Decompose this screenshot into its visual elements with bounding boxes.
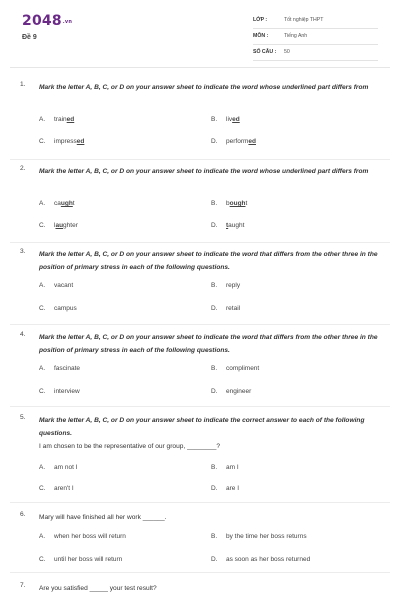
question-2 bbox=[20, 165, 380, 247]
option-a[interactable]: A. when her boss will return bbox=[39, 533, 126, 540]
meta-subject-label: MÔN : bbox=[253, 33, 269, 39]
question-prompt: Mark the letter A, B, C, or D on your answer sheet to indicate the word whose underlined part differs from bbox=[39, 168, 369, 175]
meta-subject bbox=[253, 29, 378, 45]
question-separator bbox=[10, 242, 390, 243]
exam-code: Đề 9 bbox=[22, 34, 37, 41]
question-prompt: Mark the letter A, B, C, or D on your answer sheet to indicate the word that differs from the other three in the position of primary stress in each of the following questions. bbox=[39, 334, 378, 354]
option-b[interactable]: B. by the time her boss returns bbox=[211, 533, 307, 540]
option-a[interactable]: A. am not I bbox=[39, 464, 78, 471]
question-prompt: Mark the letter A, B, C, or D on your answer sheet to indicate the word whose underlined part differs from bbox=[39, 84, 369, 91]
question-number: 4. bbox=[20, 331, 26, 338]
option-c[interactable]: C. laughter bbox=[39, 222, 78, 229]
option-c[interactable]: C. campus bbox=[39, 305, 77, 312]
question-separator bbox=[10, 572, 390, 573]
site-logo[interactable]: $2048^{.vn}$ bbox=[22, 13, 73, 29]
option-a[interactable]: A. trained bbox=[39, 116, 75, 123]
option-c[interactable]: C. until her boss will return bbox=[39, 556, 123, 563]
meta-class bbox=[253, 13, 378, 29]
meta-class-value: Tốt nghiệp THPT bbox=[284, 17, 324, 23]
logo-suffix: .vn bbox=[62, 19, 73, 25]
question-separator bbox=[10, 324, 390, 325]
question-prompt: Mary will have finished all her work ______. bbox=[39, 514, 167, 521]
option-b[interactable]: B. bought bbox=[211, 200, 248, 207]
meta-count-label: SỐ CÂU : bbox=[253, 49, 277, 55]
option-b[interactable]: B. compliment bbox=[211, 365, 260, 372]
option-b[interactable]: B. lived bbox=[211, 116, 240, 123]
question-prompt: Mark the letter A, B, C, or D on your answer sheet to indicate the correct answer to each of the following questions. bbox=[39, 417, 365, 437]
question-number: 1. bbox=[20, 81, 26, 88]
question-3 bbox=[20, 248, 380, 330]
option-c[interactable]: C. aren't I bbox=[39, 485, 74, 492]
option-b[interactable]: B. am I bbox=[211, 464, 239, 471]
option-c[interactable]: C. interview bbox=[39, 388, 80, 395]
question-5 bbox=[20, 414, 380, 504]
option-d[interactable]: D. as soon as her boss returned bbox=[211, 556, 311, 563]
question-number: 3. bbox=[20, 248, 26, 255]
option-d[interactable]: D. retail bbox=[211, 305, 241, 312]
option-d[interactable]: D. performed bbox=[211, 138, 256, 145]
question-separator bbox=[10, 159, 390, 160]
option-a[interactable]: A. vacant bbox=[39, 282, 74, 289]
question-4 bbox=[20, 331, 380, 413]
question-number: 6. bbox=[20, 511, 26, 518]
question-number: 7. bbox=[20, 582, 26, 589]
question-number: 5. bbox=[20, 414, 26, 421]
meta-subject-value: Tiếng Anh bbox=[284, 33, 308, 39]
header-divider bbox=[10, 67, 390, 68]
question-stem: I am chosen to be the representative of our group, ________? bbox=[39, 443, 221, 450]
meta-class-label: LỚP : bbox=[253, 17, 268, 23]
question-separator bbox=[10, 406, 390, 407]
question-prompt: Are you satisfied _____ your test result? bbox=[39, 585, 157, 592]
exam-header bbox=[0, 0, 400, 66]
option-a[interactable]: A. fascinate bbox=[39, 365, 81, 372]
question-7 bbox=[20, 582, 380, 596]
question-1 bbox=[20, 81, 380, 163]
option-b[interactable]: B. reply bbox=[211, 282, 241, 289]
question-separator bbox=[10, 502, 390, 503]
option-a[interactable]: A. caught bbox=[39, 200, 75, 207]
meta-count bbox=[253, 45, 378, 61]
question-6 bbox=[20, 511, 380, 573]
option-d[interactable]: D. are I bbox=[211, 485, 240, 492]
option-d[interactable]: D. taught bbox=[211, 222, 245, 229]
meta-count-value: 50 bbox=[284, 49, 290, 55]
option-d[interactable]: D. engineer bbox=[211, 388, 252, 395]
option-c[interactable]: C. impressed bbox=[39, 138, 85, 145]
question-prompt: Mark the letter A, B, C, or D on your answer sheet to indicate the word that differs from the other three in the position of primary stress in each of the following questions. bbox=[39, 251, 378, 271]
question-number: 2. bbox=[20, 165, 26, 172]
